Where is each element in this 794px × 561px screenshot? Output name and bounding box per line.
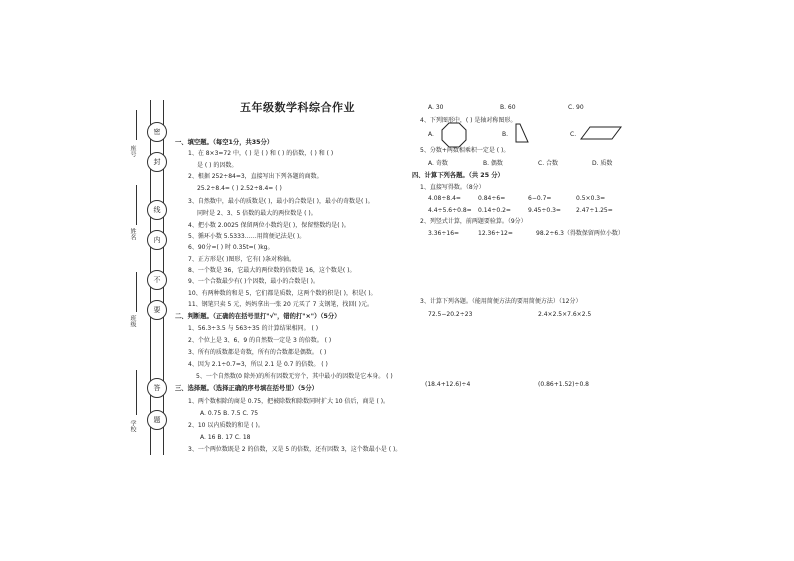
oral-calc: 6−0.7= (528, 195, 552, 202)
school-label: 学校 (129, 420, 136, 432)
section3-heading: 三、选择题。（选择正确的序号填在括号里）（5分） (175, 385, 318, 392)
vertical-calc: 3.36÷16= (428, 230, 460, 237)
section4-q2: 2、列竖式计算，前两题要验算。（9分） (420, 218, 527, 225)
seal-word: 答 (147, 378, 167, 398)
seal-word: 封 (147, 152, 167, 172)
seal-word: 密 (147, 122, 167, 142)
section1-line: 25.2÷8.4= ( ) 2.52÷8.4= ( ) (197, 185, 282, 192)
section1-line: 11、钢笔只卖 5 元，妈妈拿出一张 20 元买了 7 支钢笔，找回( )元。 (188, 301, 373, 308)
section1-line: 1、在 8×3=72 中，( ) 是 ( ) 和 ( ) 的倍数，( ) 和 ( ) (188, 150, 334, 157)
section2-heading: 二、判断题。（正确的在括号里打"√"，错的打"×"）（5分） (175, 313, 341, 320)
section1-line: 4、把小数 2.0025 保留两位小数约是( )，保留整数约是( )。 (188, 222, 350, 229)
section3-line: A. 16 B. 17 C. 18 (200, 434, 251, 441)
oral-calc: 2.47÷1.25= (576, 207, 613, 214)
choice-option-a: A. 30 (428, 104, 444, 111)
q5-option: D. 质数 (592, 160, 613, 167)
section2-line: 1、56.3÷3.5 与 563÷35 的计算结果相同。 ( ) (188, 325, 319, 332)
oral-calc: 0.5×0.3= (576, 195, 606, 202)
choice-option-c: C. 90 (568, 104, 584, 111)
vertical-calc: 12.36÷12= (478, 230, 513, 237)
page-title: 五年级数学科综合作业 (240, 101, 355, 114)
seal-word: 要 (147, 300, 167, 320)
school-blank (136, 370, 137, 415)
oral-calc: 9.45÷0.3= (528, 207, 561, 214)
choice-option-b: B. 60 (500, 104, 516, 111)
section1-line: 8、一个数是 36，它最大的两位数的倍数是 16，这个数是( )。 (188, 267, 356, 274)
q5-option: A. 奇数 (428, 160, 448, 167)
section3-line: 3、一个两位数既是 2 的倍数，又是 5 的倍数，还有因数 3，这个数最小是 ( )。 (188, 446, 402, 453)
section1-line: 5、循环小数 5.5333……用简便记法是( )。 (188, 233, 306, 240)
octagon-shape (441, 122, 467, 148)
section2-line: 3、所有的质数都是奇数，所有的合数都是偶数。 ( ) (188, 349, 327, 356)
class-label: 班级 (129, 315, 136, 327)
mixed-calc: 72.5−20.2÷23 (428, 311, 473, 318)
section4-q3: 3、计算下列各题。（能用简便方法的要用简便方法）（12分） (420, 298, 582, 305)
class-blank (136, 272, 137, 312)
question-4: 4、下列图形中，( ) 是轴对称图形。 (420, 117, 517, 124)
section1-heading: 一、填空题。（每空1分，共35分） (175, 139, 274, 146)
shape-a-label: A. (428, 131, 434, 138)
section2-line: 4、因为 2.1÷0.7=3，所以 2.1 是 0.7 的倍数。 ( ) (188, 361, 328, 368)
section1-line: 是 ( ) 的因数。 (197, 162, 238, 169)
seat-number-label: 座号 (129, 145, 136, 157)
seal-word: 不 (147, 270, 167, 290)
oral-calc: 0.84÷6= (478, 195, 506, 202)
section3-line: A. 0.75 B. 7.5 C. 75 (200, 410, 259, 417)
section2-line: 5、一个自然数(0 除外)的所有因数无穷个，其中最小的因数是它本身。 ( ) (196, 373, 393, 380)
q5-option: B. 偶数 (483, 160, 503, 167)
question-5: 5、分数+两数相乘积一定是 ( )。 (420, 147, 510, 154)
mixed-calc: (18.4+12.6)÷4 (425, 381, 471, 388)
seal-word: 题 (147, 410, 167, 430)
section4-heading: 四、计算下列各题。（共 25 分） (412, 172, 504, 179)
shape-c-label: C. (570, 131, 577, 138)
section1-line: 3、自然数中，最小的质数是( )，最小的合数是( )，最小的奇数是( )。 (188, 198, 374, 205)
q5-option: C. 合数 (538, 160, 559, 167)
section3-line: 1、两个数相除的商是 0.75，把被除数和除数同时扩大 10 倍后，商是 ( )。 (188, 398, 390, 405)
section3-line: 2、10 以内质数的和是 ( )。 (188, 422, 264, 429)
shape-b-label: B. (502, 131, 509, 138)
section2-line: 2、个位上是 3、6、9 的自然数一定是 3 的倍数。 ( ) (188, 337, 332, 344)
section1-line: 6、90分=( ) 时 0.35t=( )kg。 (188, 244, 274, 251)
section1-line: 9、一个合数最少有( )个因数，最小的合数是( )。 (188, 278, 319, 285)
mixed-calc: 2.4×2.5×7.6×2.5 (538, 311, 592, 318)
parallelogram-shape (580, 126, 622, 140)
section1-line: 7、正方形是( )图形，它有( )条对称轴。 (188, 256, 295, 263)
name-blank (136, 185, 137, 225)
seat-number-blank (136, 110, 137, 140)
trapezoid-shape (514, 123, 530, 143)
seal-word: 线 (147, 200, 167, 220)
section4-q1: 1、直接写得数。（8分） (420, 184, 485, 191)
oral-calc: 4.4÷5.6÷0.8= (428, 207, 472, 214)
name-label: 姓名 (129, 228, 136, 240)
section1-line: 2、根据 252÷84=3，直接写出下列各题的商数。 (188, 173, 323, 180)
mixed-calc: (0.86+1.52)÷0.8 (538, 381, 589, 388)
section1-line: 10、有两种数的和是 5，它们都是质数，这两个数的积是( )，积是( )。 (188, 290, 377, 297)
section1-line: 同时是 2、3、5 倍数的最大的两位数是 ( )。 (197, 210, 317, 217)
oral-calc: 4.08÷8.4= (428, 195, 461, 202)
seal-word: 内 (147, 230, 167, 250)
vertical-calc: 98.2÷6.3（得数保留两位小数） (536, 230, 624, 237)
oral-calc: 0.14÷0.2= (478, 207, 511, 214)
